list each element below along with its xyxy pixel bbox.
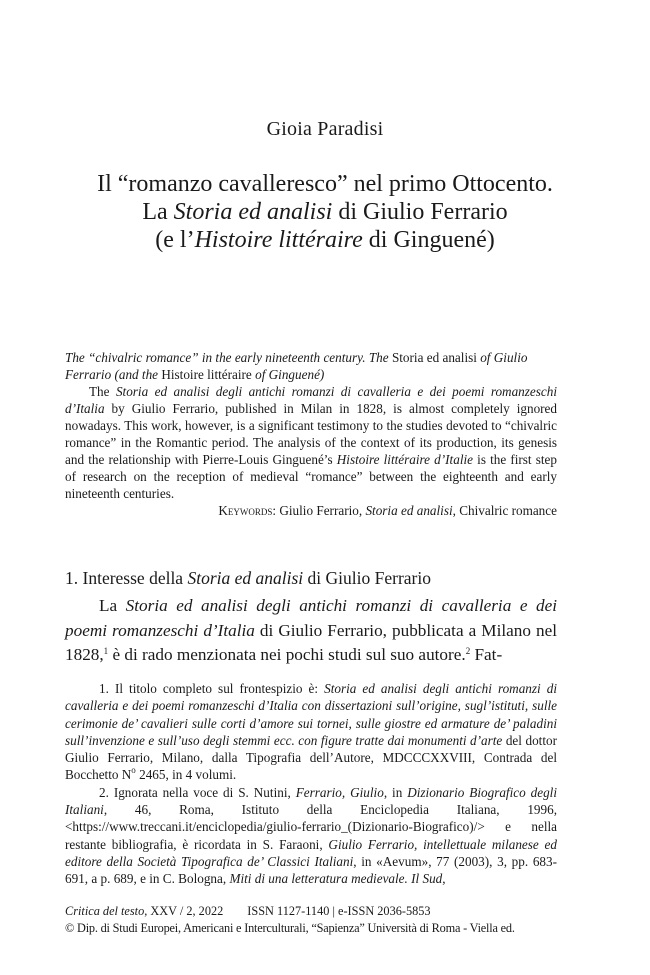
keywords: Keywords: Giulio Ferrario, Storia ed analisi, Chivalric romance <box>218 503 557 518</box>
footer-citation: Critica del testo, XXV / 2, 2022 ISSN 1127-1140 | e-ISSN 2036-5853 <box>65 904 431 918</box>
page-footer <box>65 903 565 937</box>
footer-copyright: © Dip. di Studi Europei, Americani e Interculturali, “Sapienza” Università di Roma - Viella ed. <box>65 921 515 935</box>
footnote-2: 2. Ignorata nella voce di S. Nutini, Ferrario, Giulio, in Dizionario Biografico degli Italiani, 46, Roma, Istituto della Enciclopedia Italiana, 1996, <https://www.treccani.it/enciclopedia/giulio-ferrario_(Dizionario-Biografico)/> e nella restante bibliografia, è ricordata in S. Faraoni, Giulio Ferrario, intellettuale milanese ed editore della Società Tipografica de’ Classici Italiani, in «Aevum», 77 (2003), 3, pp. 683-691, a p. 689, e in C. Bologna, Miti di una letteratura medievale. Il Sud, <box>65 784 557 887</box>
author-name: Gioia Paradisi <box>266 118 384 140</box>
footnote-ref-2[interactable]: 2 <box>465 646 471 656</box>
body-text <box>65 594 557 668</box>
section-heading: 1. Interesse della Storia ed analisi di Giulio Ferrario <box>65 568 431 588</box>
title-line-2: La Storia ed analisi di Giulio Ferrario <box>142 199 508 225</box>
body-paragraph: La Storia ed analisi degli antichi romanzi di cavalleria e dei poemi romanzeschi d’Italia di Giulio Ferrario, pubblicata a Milano nel 1828,$^1$ è di rado menzionata nei pochi studi sul suo autore.$^2$ Fat- <box>65 596 557 664</box>
footnotes <box>65 680 557 888</box>
title-line-3: (e l’Histoire littéraire di Ginguené) <box>155 227 495 253</box>
article-title <box>0 170 650 254</box>
abstract-body: The Storia ed analisi degli antichi romanzi di cavalleria e dei poemi romanzeschi d’Italia by Giulio Ferrario, published in Milan in 1828, is almost completely ignored nowadays. This work, however, is a significant testimony to the studies devoted to “chivalric romance” in the Romantic period. The analysis of the context of its production, its genesis and the relationship with Pierre-Louis Ginguené’s Histoire littéraire d’Italie is the first step of research on the reception of medieval “romance” between the eighteenth and early nineteenth centuries. <box>65 384 557 501</box>
journal-name: Critica del testo <box>65 904 145 918</box>
title-line-1: Il “romanzo cavalleresco” nel primo Ottocento. <box>97 171 553 197</box>
abstract <box>65 349 557 519</box>
issn: ISSN 1127-1140 | e-ISSN 2036-5853 <box>247 904 431 918</box>
keywords-label: Keywords <box>218 503 273 518</box>
abstract-heading: The “chivalric romance” in the early nineteenth century. The Storia ed analisi of Giulio Ferrario (and the Histoire littéraire of Ginguené) <box>65 350 528 382</box>
footnote-1: 1. Il titolo completo sul frontespizio è: Storia ed analisi degli antichi romanzi di cavalleria e dei poemi romanzeschi d’Italia con dissertazioni sull’origine, sugl’istituti, sulle cerimonie de’ cavalieri sulle corti d’amore sui tornei, sulle giostre ed armature de’ paladini sull’invenzione e sull’uso degli stemmi ecc. con figure tratte dai monumenti d’arte del dottor Giulio Ferrario, Milano, dalla Tipografia dell’Autore, MDCCCXXVIII, Contrada del Bocchetto $N^o$ 2465, in 4 volumi. <box>65 681 557 783</box>
footnote-ref-1[interactable]: 1 <box>103 646 109 656</box>
